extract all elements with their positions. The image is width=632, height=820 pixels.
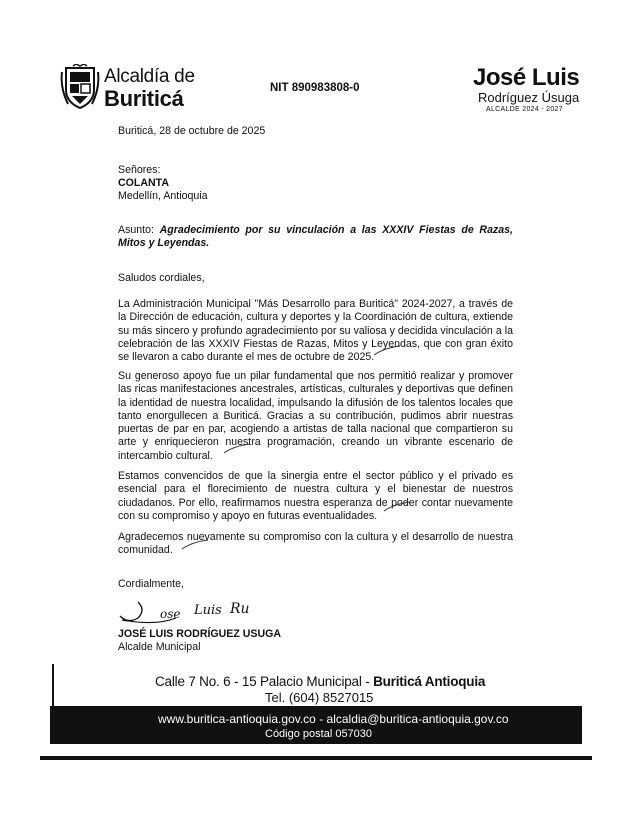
closing: Cordialmente,: [118, 578, 184, 590]
paragraph-3: Estamos convencidos de que la sinergia entre el sector público y el privado es esencial para el florecimiento de nuestra cultura y el bienestar de nuestros ciudadanos. Por ello, reafirmamos nuestra esperanza de poder contar nuevamente con su compromiso y apoyo en futuras eventualidades.: [118, 470, 513, 522]
letter-date: Buriticá, 28 de octubre de 2025: [118, 125, 266, 137]
footer-left-rule: [52, 664, 54, 706]
subject-label: Asunto:: [118, 224, 154, 236]
svg-text:Ru: Ru: [230, 601, 250, 617]
brand-line-1: Alcaldía de: [104, 66, 195, 87]
recipient-name: COLANTA: [118, 177, 169, 189]
subject-text: Agradecimiento por su vinculación a las XXXIV Fiestas de Razas, Mitos y Leyendas.: [118, 224, 513, 250]
mayor-role: ALCALDE 2024 - 2027: [486, 106, 563, 113]
signer-name: JOSÉ LUIS RODRÍGUEZ USUGA: [118, 628, 282, 640]
mayor-name: José Luis: [473, 64, 580, 91]
tick-mark-icon: [372, 344, 402, 358]
paragraph-1: La Administración Municipal "Más Desarrollo para Buriticá" 2024-2027, a través de la Dirección de educación, cultura y deportes y la Coordinación de cultura, extiende su más sincero y profundo agradecimiento por su valiosa y decidida vinculación a la celebración de las XXXIV Fiestas de Razas, Mitos y Leyendas, que con gran éxito se llevaron a cabo durante el mes de octubre de 2025.: [118, 298, 513, 364]
tick-mark-icon: [180, 538, 210, 552]
signer-title: Alcalde Municipal: [118, 641, 201, 653]
footer-web-email: www.buritica-antioquia.gov.co - alcaldia@buritica-antioquia.gov.co: [158, 712, 509, 726]
nit-number: NIT 890983808-0: [270, 82, 360, 94]
mayor-surname: Rodríguez Úsuga: [478, 90, 580, 105]
footer-address: [155, 674, 485, 689]
paragraph-4: Agradecemos nuevamente su compromiso con la cultura y el desarrollo de nuestra comunidad.: [118, 531, 513, 557]
svg-text:Luis: Luis: [194, 603, 222, 618]
recipient-salutation: Señores:: [118, 164, 161, 176]
tick-mark-icon: [382, 500, 412, 514]
brand-line-2: Buriticá: [104, 86, 184, 111]
paragraph-2: Su generoso apoyo fue un pilar fundamental que nos permitió realizar y promover las ricas manifestaciones ancestrales, artísticas, culturales y deportivas que definen la identidad de nuestra localidad, impulsando la difusión de los talentos locales que tanto enorgullecen a Buriticá. Gracias a su contribución, pudimos abrir nuestras puertas de par en par, acogiendo a artistas de talla nacional que compartieron su arte y enriquecieron nuestra programación, creando un vibrante escenario de intercambio cultural.: [118, 370, 513, 462]
footer-address-city: Buriticá Antioquia: [373, 674, 486, 689]
tick-mark-icon: [222, 442, 252, 456]
municipal-shield-logo: [60, 64, 100, 110]
recipient-city: Medellín, Antioquia: [118, 190, 208, 202]
subject-line: [118, 224, 513, 251]
svg-text:ose: ose: [160, 607, 181, 621]
footer-postal-code: Código postal 057030: [265, 728, 373, 740]
footer-address-street: Calle 7 No. 6 - 15 Palacio Municipal -: [155, 674, 374, 689]
footer-bottom-rule: [40, 756, 592, 760]
footer-phone: Tel. (604) 8527015: [265, 690, 374, 705]
greeting: Saludos cordiales,: [118, 272, 205, 284]
handwritten-signature: [116, 596, 276, 630]
